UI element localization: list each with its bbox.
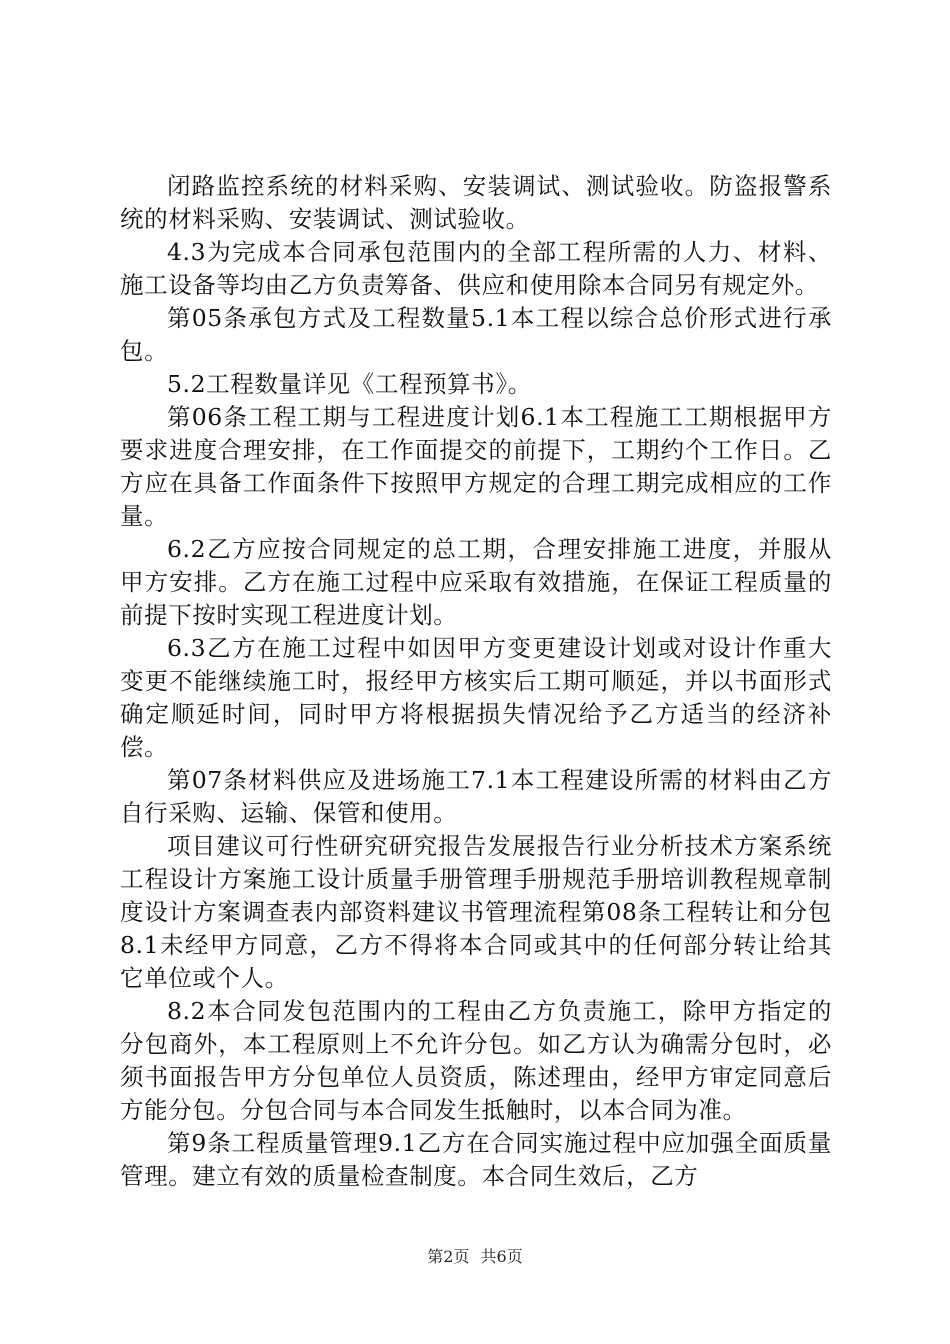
paragraph: 4.3为完成本合同承包范围内的全部工程所需的人力、材料、施工设备等均由乙方负责筹备、供应和使用除本合同另有规定外。 <box>120 238 832 299</box>
paragraph: 项目建议可行性研究研究报告发展报告行业分析技术方案系统工程设计方案施工设计质量手册管理手册规范手册培训教程规章制度设计方案调查表内部资料建议书管理流程第08条工程转让和分包8.1未经甲方同意，乙方不得将本合同或其中的任何部分转让给其它单位或个人。 <box>120 832 832 992</box>
document-body <box>120 170 832 1193</box>
page-footer <box>0 1244 950 1267</box>
paragraph: 闭路监控系统的材料采购、安装调试、测试验收。防盗报警系统的材料采购、安装调试、测试验收。 <box>120 172 832 233</box>
page-number: 第2页 <box>427 1247 470 1266</box>
page-total: 共6页 <box>480 1247 523 1266</box>
paragraph: 8.2本合同发包范围内的工程由乙方负责施工，除甲方指定的分包商外，本工程原则上不允许分包。如乙方认为确需分包时，必须书面报告甲方分包单位人员资质，陈述理由，经甲方审定同意后方能分包。分包合同与本合同发生抵触时，以本合同为准。 <box>120 997 832 1124</box>
paragraph: 第06条工程工期与工程进度计划6.1本工程施工工期根据甲方要求进度合理安排，在工作面提交的前提下，工期约个工作日。乙方应在具备工作面条件下按照甲方规定的合理工期完成相应的工作量。 <box>120 403 832 530</box>
paragraph: 6.3乙方在施工过程中如因甲方变更建设计划或对设计作重大变更不能继续施工时，报经甲方核实后工期可顺延，并以书面形式确定顺延时间，同时甲方将根据损失情况给予乙方适当的经济补偿。 <box>120 634 832 761</box>
paragraph: 第05条承包方式及工程数量5.1本工程以综合总价形式进行承包。 <box>120 304 832 365</box>
paragraph: 第9条工程质量管理9.1乙方在合同实施过程中应加强全面质量管理。建立有效的质量检查制度。本合同生效后，乙方 <box>120 1129 832 1190</box>
paragraph: 6.2乙方应按合同规定的总工期，合理安排施工进度，并服从甲方安排。乙方在施工过程中应采取有效措施，在保证工程质量的前提下按时实现工程进度计划。 <box>120 535 832 629</box>
paragraph: 5.2工程数量详见《工程预算书》。 <box>167 370 532 398</box>
paragraph: 第07条材料供应及进场施工7.1本工程建设所需的材料由乙方自行采购、运输、保管和使用。 <box>120 766 832 827</box>
